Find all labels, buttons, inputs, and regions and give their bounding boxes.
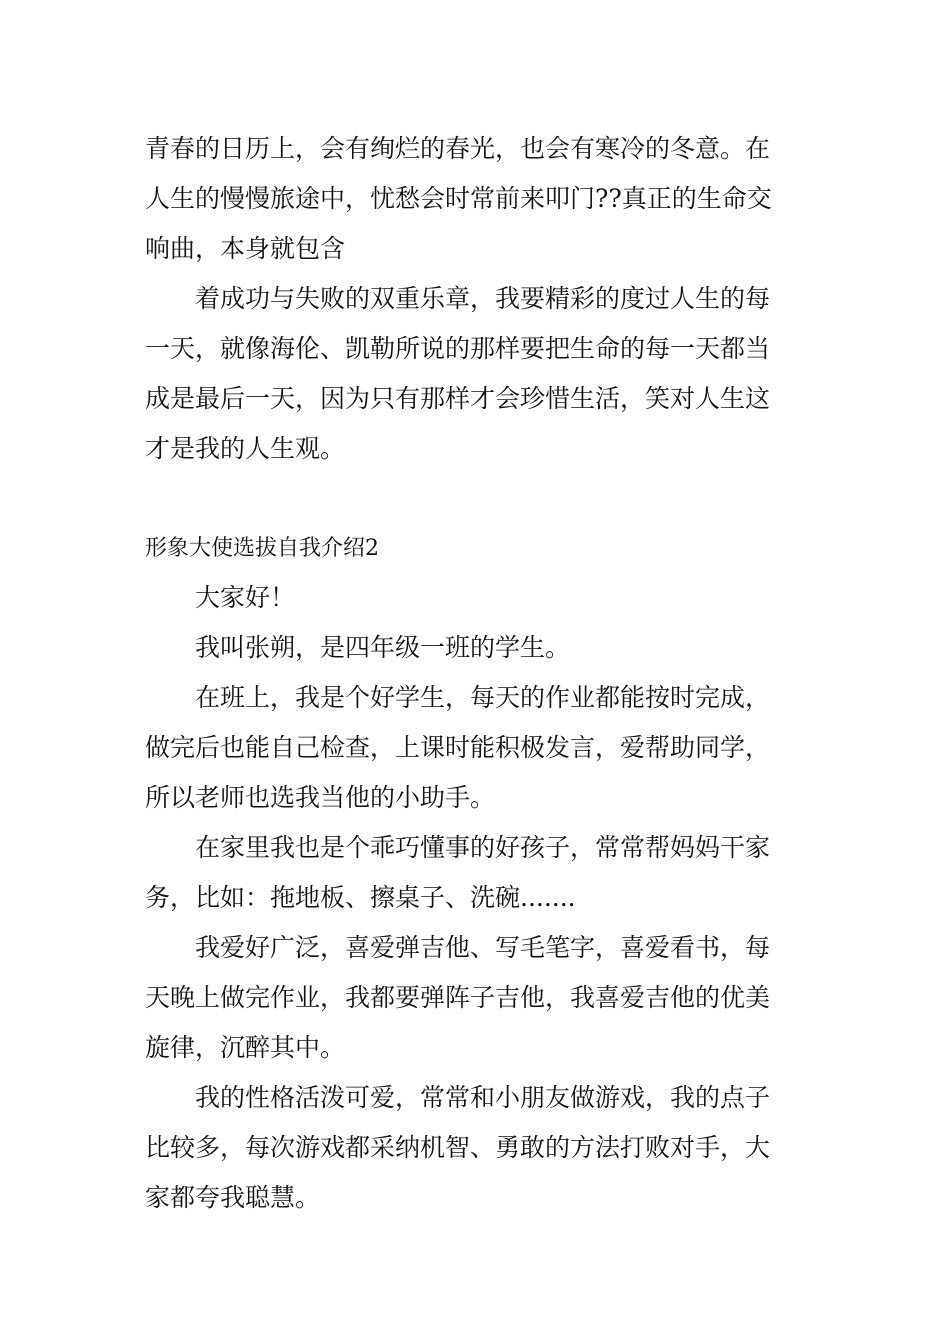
paragraph-line: 我爱好广泛，喜爱弹吉他、写毛笔字，喜爱看书，每 (195, 933, 771, 962)
paragraph-line: 务，比如：拖地板、擦桌子、洗碗....... (145, 883, 576, 912)
paragraph-line: 一天，就像海伦、凯勒所说的那样要把生命的每一天都当 (145, 334, 771, 363)
paragraph-line: 所以老师也选我当他的小助手。 (145, 783, 496, 812)
paragraph-line: 家都夸我聪慧。 (145, 1183, 321, 1212)
paragraph-line: 我的性格活泼可爱，常常和小朋友做游戏，我的点子 (195, 1083, 771, 1112)
paragraph-line: 在家里我也是个乖巧懂事的好孩子，常常帮妈妈干家 (195, 833, 771, 862)
paragraph-line: 我叫张朔，是四年级一班的学生。 (195, 633, 571, 662)
paragraph-line: 天晚上做完作业，我都要弹阵子吉他，我喜爱吉他的优美 (145, 983, 771, 1012)
paragraph-line: 大家好！ (195, 583, 296, 612)
paragraph-line: 青春的日历上，会有绚烂的春光，也会有寒冷的冬意。在 (145, 134, 771, 163)
paragraph-line: 才是我的人生观。 (145, 434, 346, 463)
section-heading: 形象大使选拔自我介绍2 (145, 536, 379, 561)
paragraph-line: 响曲，本身就包含 (145, 234, 346, 263)
paragraph-line: 着成功与失败的双重乐章，我要精彩的度过人生的每 (195, 284, 771, 313)
paragraph-line: 在班上，我是个好学生，每天的作业都能按时完成， (195, 683, 771, 712)
paragraph-line: 人生的慢慢旅途中，忧愁会时常前来叩门??真正的生命交 (145, 184, 772, 213)
paragraph-line: 做完后也能自己检查，上课时能积极发言，爱帮助同学， (145, 733, 771, 762)
paragraph-line: 旋律，沉醉其中。 (145, 1033, 346, 1062)
paragraph-line: 比较多，每次游戏都采纳机智、勇敢的方法打败对手，大 (145, 1133, 771, 1162)
paragraph-line: 成是最后一天，因为只有那样才会珍惜生活，笑对人生这 (145, 384, 771, 413)
